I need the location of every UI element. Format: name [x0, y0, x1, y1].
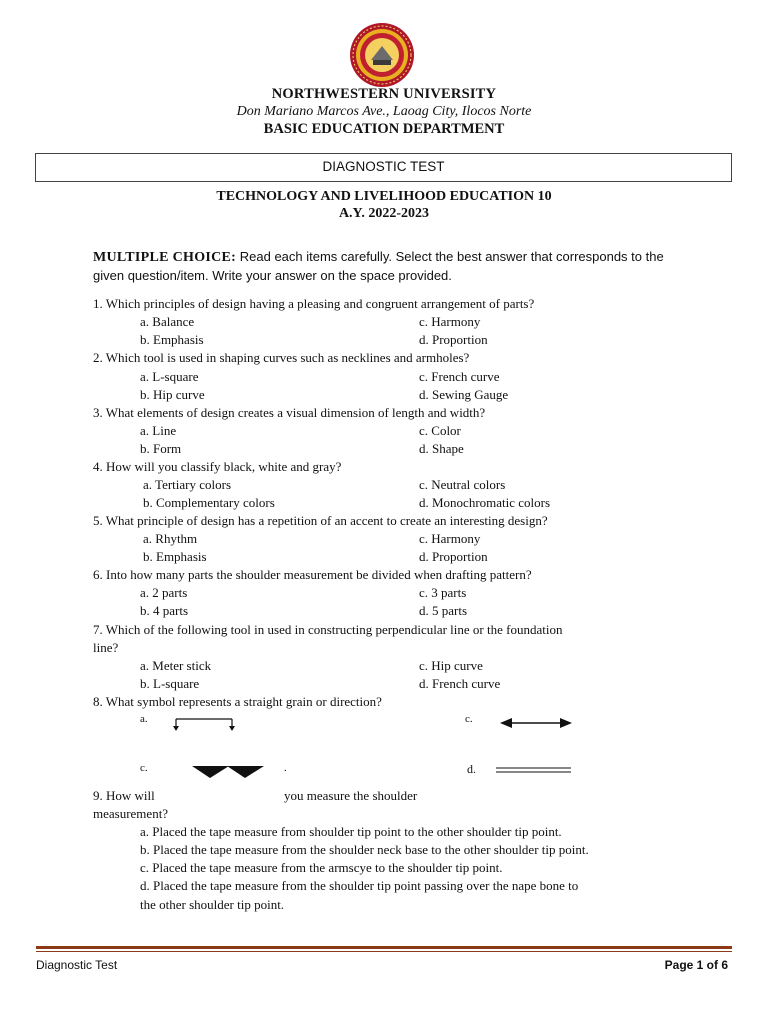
q4-option-b: b. Complementary colors	[143, 495, 275, 510]
question-8: 8. What symbol represents a straight grain or direction?	[93, 694, 382, 709]
q4-option-a: a. Tertiary colors	[143, 477, 232, 492]
footer-rule-thin	[36, 951, 732, 952]
question-9-part-2: you measure the shoulder	[284, 788, 418, 803]
q1-option-d: d. Proportion	[419, 332, 488, 347]
q9-option-b: b. Placed the tape measure from the shoulder neck base to the other shoulder tip point.	[140, 842, 589, 857]
question-5: 5. What principle of design has a repetition of an accent to create an interesting design?	[93, 513, 548, 528]
instructions	[93, 248, 683, 285]
question-7-line-2: line?	[93, 640, 119, 655]
q7-option-b: b. L-square	[140, 676, 200, 691]
footer-page-number: Page 1 of 6	[664, 958, 728, 972]
question-9-line-2: measurement?	[93, 806, 169, 821]
q6-option-a: a. 2 parts	[140, 585, 188, 600]
grain-line-bracket-arrows-icon	[170, 715, 240, 733]
q5-option-b: b. Emphasis	[143, 549, 207, 564]
test-title: DIAGNOSTIC TEST	[322, 159, 445, 174]
university-address: Don Mariano Marcos Ave., Laoag City, Ilocos Norte	[236, 104, 532, 119]
instructions-text: Read each items carefully. Select the best answer that corresponds to the given question/item. Write your answer on the space provided.	[93, 249, 664, 283]
university-seal-logo	[349, 22, 415, 88]
q3-option-b: b. Form	[140, 441, 182, 456]
q8-option-c-dot: .	[284, 762, 287, 774]
question-7-line-1: 7. Which of the following tool in used in constructing perpendicular line or the foundation	[93, 622, 563, 637]
q5-option-a: a. Rhythm	[143, 531, 198, 546]
q9-option-a: a. Placed the tape measure from shoulder tip point to the other shoulder tip point.	[140, 824, 562, 839]
q1-option-c: c. Harmony	[419, 314, 481, 329]
q6-option-b: b. 4 parts	[140, 603, 189, 618]
question-2: 2. Which tool is used in shaping curves such as necklines and armholes?	[93, 350, 470, 365]
q6-option-c: c. 3 parts	[419, 585, 467, 600]
q9-option-d-line-1: d. Placed the tape measure from the shoulder tip point passing over the nape bone to	[140, 878, 579, 893]
q4-option-d: d. Monochromatic colors	[419, 495, 551, 510]
academic-year: A.Y. 2022-2023	[338, 206, 430, 221]
q1-option-a: a. Balance	[140, 314, 195, 329]
q4-option-c: c. Neutral colors	[419, 477, 506, 492]
q3-option-c: c. Color	[419, 423, 461, 438]
q5-option-d: d. Proportion	[419, 549, 488, 564]
q7-option-a: a. Meter stick	[140, 658, 212, 673]
question-6: 6. Into how many parts the shoulder measurement be divided when drafting pattern?	[93, 567, 532, 582]
q9-option-c: c. Placed the tape measure from the armscye to the shoulder tip point.	[140, 860, 503, 875]
question-4: 4. How will you classify black, white and gray?	[93, 459, 342, 474]
q8-option-c-label: c.	[140, 762, 148, 774]
q3-option-d: d. Shape	[419, 441, 464, 456]
q2-option-b: b. Hip curve	[140, 387, 205, 402]
question-9-part-1: 9. How will	[93, 788, 155, 803]
q8-option-a-label: a.	[140, 713, 148, 725]
q2-option-c: c. French curve	[419, 369, 500, 384]
subject-title: TECHNOLOGY AND LIVELIHOOD EDUCATION 10	[216, 189, 552, 204]
q8-option-c-right-label: c.	[465, 713, 473, 725]
q6-option-d: d. 5 parts	[419, 603, 468, 618]
double-triangle-notch-icon	[192, 764, 266, 780]
university-name: NORTHWESTERN UNIVERSITY	[271, 86, 497, 102]
footer-rule-thick	[36, 946, 732, 949]
q3-option-a: a. Line	[140, 423, 177, 438]
q7-option-d: d. French curve	[419, 676, 501, 691]
double-headed-arrow-icon	[498, 716, 574, 730]
instructions-label: MULTIPLE CHOICE:	[93, 250, 237, 265]
q7-option-c: c. Hip curve	[419, 658, 483, 673]
q2-option-d: d. Sewing Gauge	[419, 387, 509, 402]
q8-option-d-label: d.	[467, 762, 476, 776]
q9-option-d-line-2: the other shoulder tip point.	[140, 897, 285, 912]
q5-option-c: c. Harmony	[419, 531, 481, 546]
footer-document-name: Diagnostic Test	[36, 958, 118, 972]
test-title-box	[35, 153, 732, 182]
double-line-icon	[495, 766, 573, 776]
question-1: 1. Which principles of design having a pleasing and congruent arrangement of parts?	[93, 296, 535, 311]
department-name: BASIC EDUCATION DEPARTMENT	[263, 121, 505, 137]
q2-option-a: a. L-square	[140, 369, 199, 384]
q1-option-b: b. Emphasis	[140, 332, 204, 347]
question-3: 3. What elements of design creates a visual dimension of length and width?	[93, 405, 486, 420]
